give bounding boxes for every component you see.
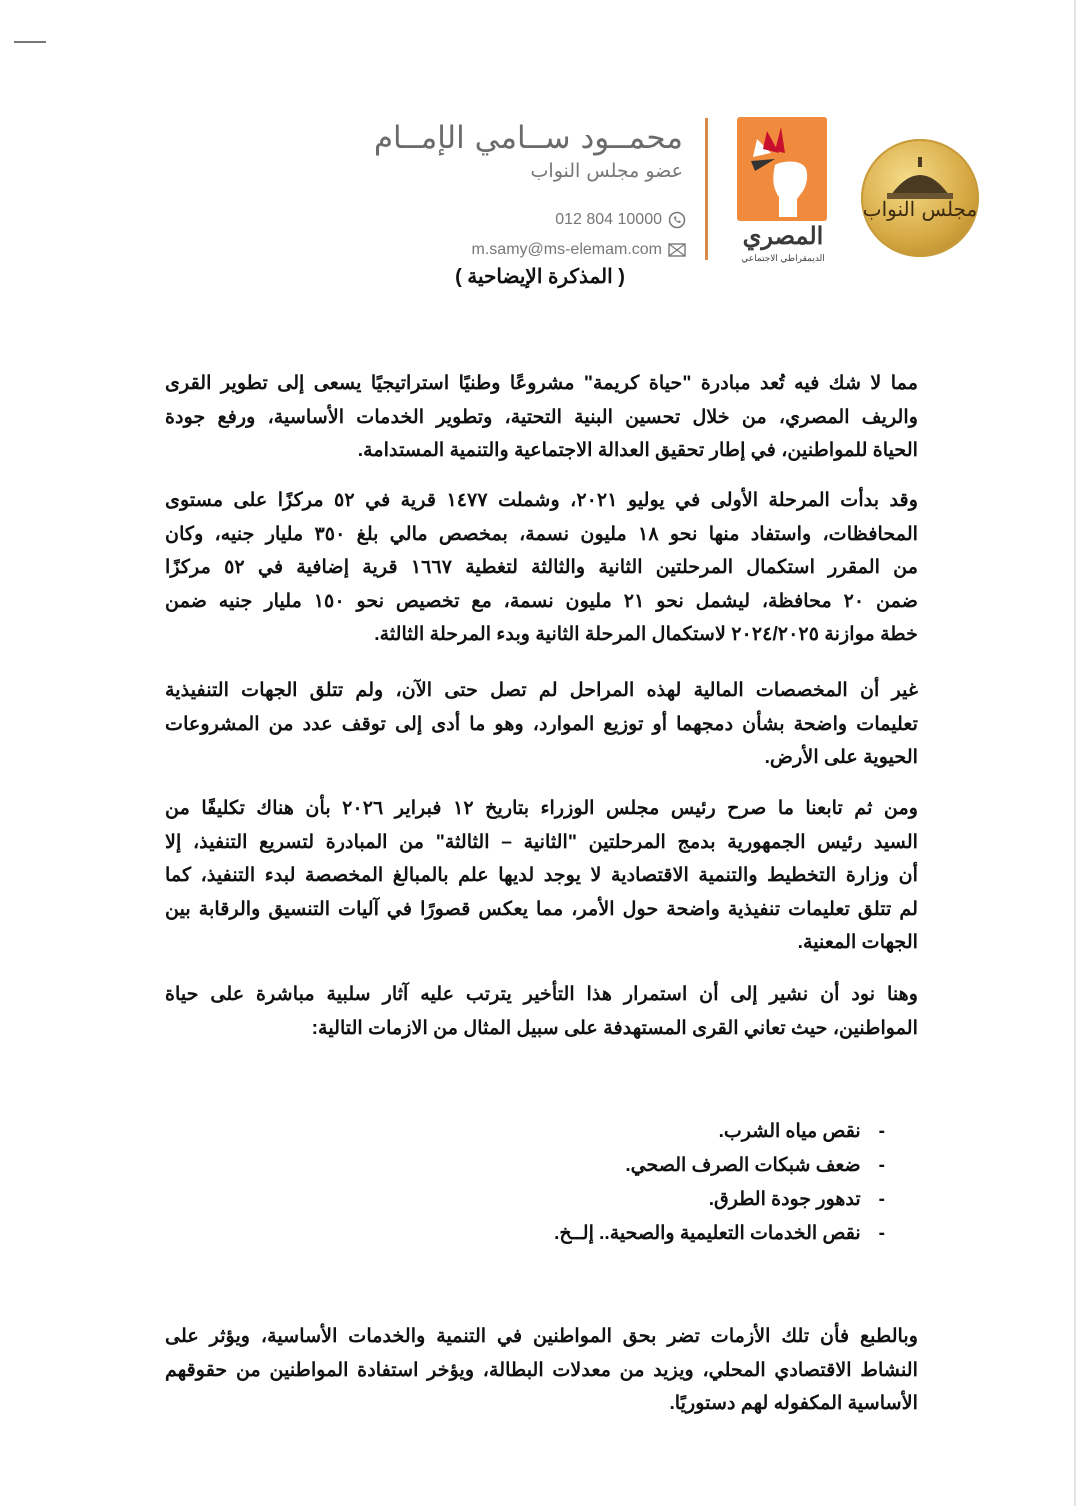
whatsapp-icon (668, 211, 686, 229)
paragraph-line: الجهات المعنية. (797, 932, 918, 953)
page-edge (1074, 0, 1076, 1506)
parliament-logo (861, 139, 979, 257)
paragraph-line: النشاط الاقتصادي المحلي، ويزيد من معدلات البطالة، ويؤخر استفادة المواطنين من حقوقهم (165, 1359, 918, 1381)
paragraph-line: السيد رئيس الجمهورية بدمج المرحلتين "الثانية – الثالثة" من المبادرة لتسريع التنفيذ، إلا (165, 831, 918, 853)
paragraph-line: المحافظات، واستفاد منها نحو ١٨ مليون نسمة، بمخصص مالي بلغ ٣٥٠ مليار جنيه، وكان (165, 523, 918, 545)
paragraph-line: من المقرر استكمال المرحلتين الثانية والثالثة لتغطية ١٦٦٧ قرية إضافية في ٥٢ مركزًا (165, 557, 919, 578)
member-role: عضو مجلس النواب (530, 160, 683, 182)
party-subtitle: الديمقراطي الاجتماعي (741, 253, 825, 263)
mail-icon (668, 241, 686, 259)
paragraph-4 (165, 792, 918, 960)
paragraph-line: ضمن ٢٠ محافظة، ليشمل نحو ٢١ مليون نسمة، مع تخصيص نحو ١٥٠ مليار جنيه ضمن (165, 590, 919, 612)
paragraph-1 (165, 367, 918, 468)
list-item (554, 1183, 885, 1217)
party-logo (737, 117, 827, 221)
email-address: m.samy@ms-elemam.com (471, 241, 662, 258)
crises-list (554, 1115, 885, 1251)
paragraph-line: أن وزارة التخطيط والتنمية الاقتصادية لا يوجد لديها علم بالمبالغ المخصصة لبدء التنفيذ، كما (165, 865, 918, 886)
party-name: المصري (742, 223, 824, 250)
bullet-dash: - (878, 1189, 885, 1210)
fist-flower-icon (737, 117, 827, 221)
paragraph-line: خطة موازنة ٢٠٢٤/٢٠٢٥ لاستكمال المرحلة الثانية وبدء المرحلة الثالثة. (374, 624, 918, 645)
list-item (554, 1115, 885, 1149)
paragraph-6 (165, 1320, 918, 1421)
document-title: ( المذكرة الإيضاحية ) (455, 266, 625, 288)
list-item-text: ضعف شبكات الصرف الصحي. (625, 1155, 861, 1176)
scan-mark (14, 41, 46, 43)
paragraph-line: والريف المصري، من خلال تحسين البنية التحتية، وتطوير الخدمات الأساسية، ورفع جودة (165, 406, 918, 428)
list-item-text: نقص الخدمات التعليمية والصحية.. إلــخ. (554, 1223, 861, 1244)
phone-number: 012 804 10000 (555, 211, 662, 228)
parliament-logo-text: مجلس النواب (862, 197, 978, 221)
phone-contact (555, 211, 686, 229)
header-divider (705, 118, 708, 260)
paragraph-5 (165, 978, 918, 1045)
email-contact (472, 241, 686, 259)
bullet-dash: - (878, 1155, 885, 1176)
paragraph-line: وبالطبع فأن تلك الأزمات تضر بحق المواطنين في التنمية والخدمات الأساسية، ويؤثر على (165, 1326, 918, 1347)
bullet-dash: - (878, 1223, 885, 1244)
paragraph-line: الأساسية المكفوله لهم دستوريًا. (669, 1393, 918, 1414)
member-name: محمــود ســامي الإمــام (373, 120, 683, 156)
list-item-text: نقص مياه الشرب. (718, 1121, 861, 1142)
paragraph-line: الحياة للمواطنين، في إطار تحقيق العدالة الاجتماعية والتنمية المستدامة. (357, 440, 918, 461)
paragraph-2 (165, 484, 918, 652)
paragraph-3 (165, 674, 918, 775)
list-item (554, 1217, 885, 1251)
list-item-text: تدهور جودة الطرق. (708, 1189, 861, 1210)
bullet-dash: - (878, 1121, 885, 1142)
paragraph-line: ومن ثم تابعنا ما صرح رئيس مجلس الوزراء بتاريخ ١٢ فبراير ٢٠٢٦ بأن هناك تكليفًا من (165, 798, 918, 819)
paragraph-line: تعليمات واضحة بشأن دمجهما أو توزيع الموارد، وهو ما أدى إلى توقف عدد من المشروعات (165, 713, 918, 735)
paragraph-line: غير أن المخصصات المالية لهذه المراحل لم تصل حتى الآن، ولم تتلق الجهات التنفيذية (165, 680, 918, 701)
paragraph-line: مما لا شك فيه تُعد مبادرة "حياة كريمة" مشروعًا وطنيًا استراتيجيًا يسعى إلى تطوير القرى (165, 373, 918, 394)
paragraph-line: وهنا نود أن نشير إلى أن استمرار هذا التأخير يترتب عليه آثار سلبية مباشرة على حياة (165, 984, 918, 1005)
list-item (554, 1149, 885, 1183)
paragraph-line: الحيوية على الأرض. (764, 747, 918, 768)
paragraph-line: وقد بدأت المرحلة الأولى في يوليو ٢٠٢١، وشملت ١٤٧٧ قرية في ٥٢ مركزًا على مستوى (165, 490, 918, 511)
paragraph-line: المواطنين، حيث تعاني القرى المستهدفة على سبيل المثال من الازمات التالية: (311, 1017, 918, 1039)
paragraph-line: لم تتلق تعليمات تنفيذية واضحة حول الأمر، مما يعكس قصورًا في آليات التنسيق والرقابة بين (165, 898, 918, 920)
